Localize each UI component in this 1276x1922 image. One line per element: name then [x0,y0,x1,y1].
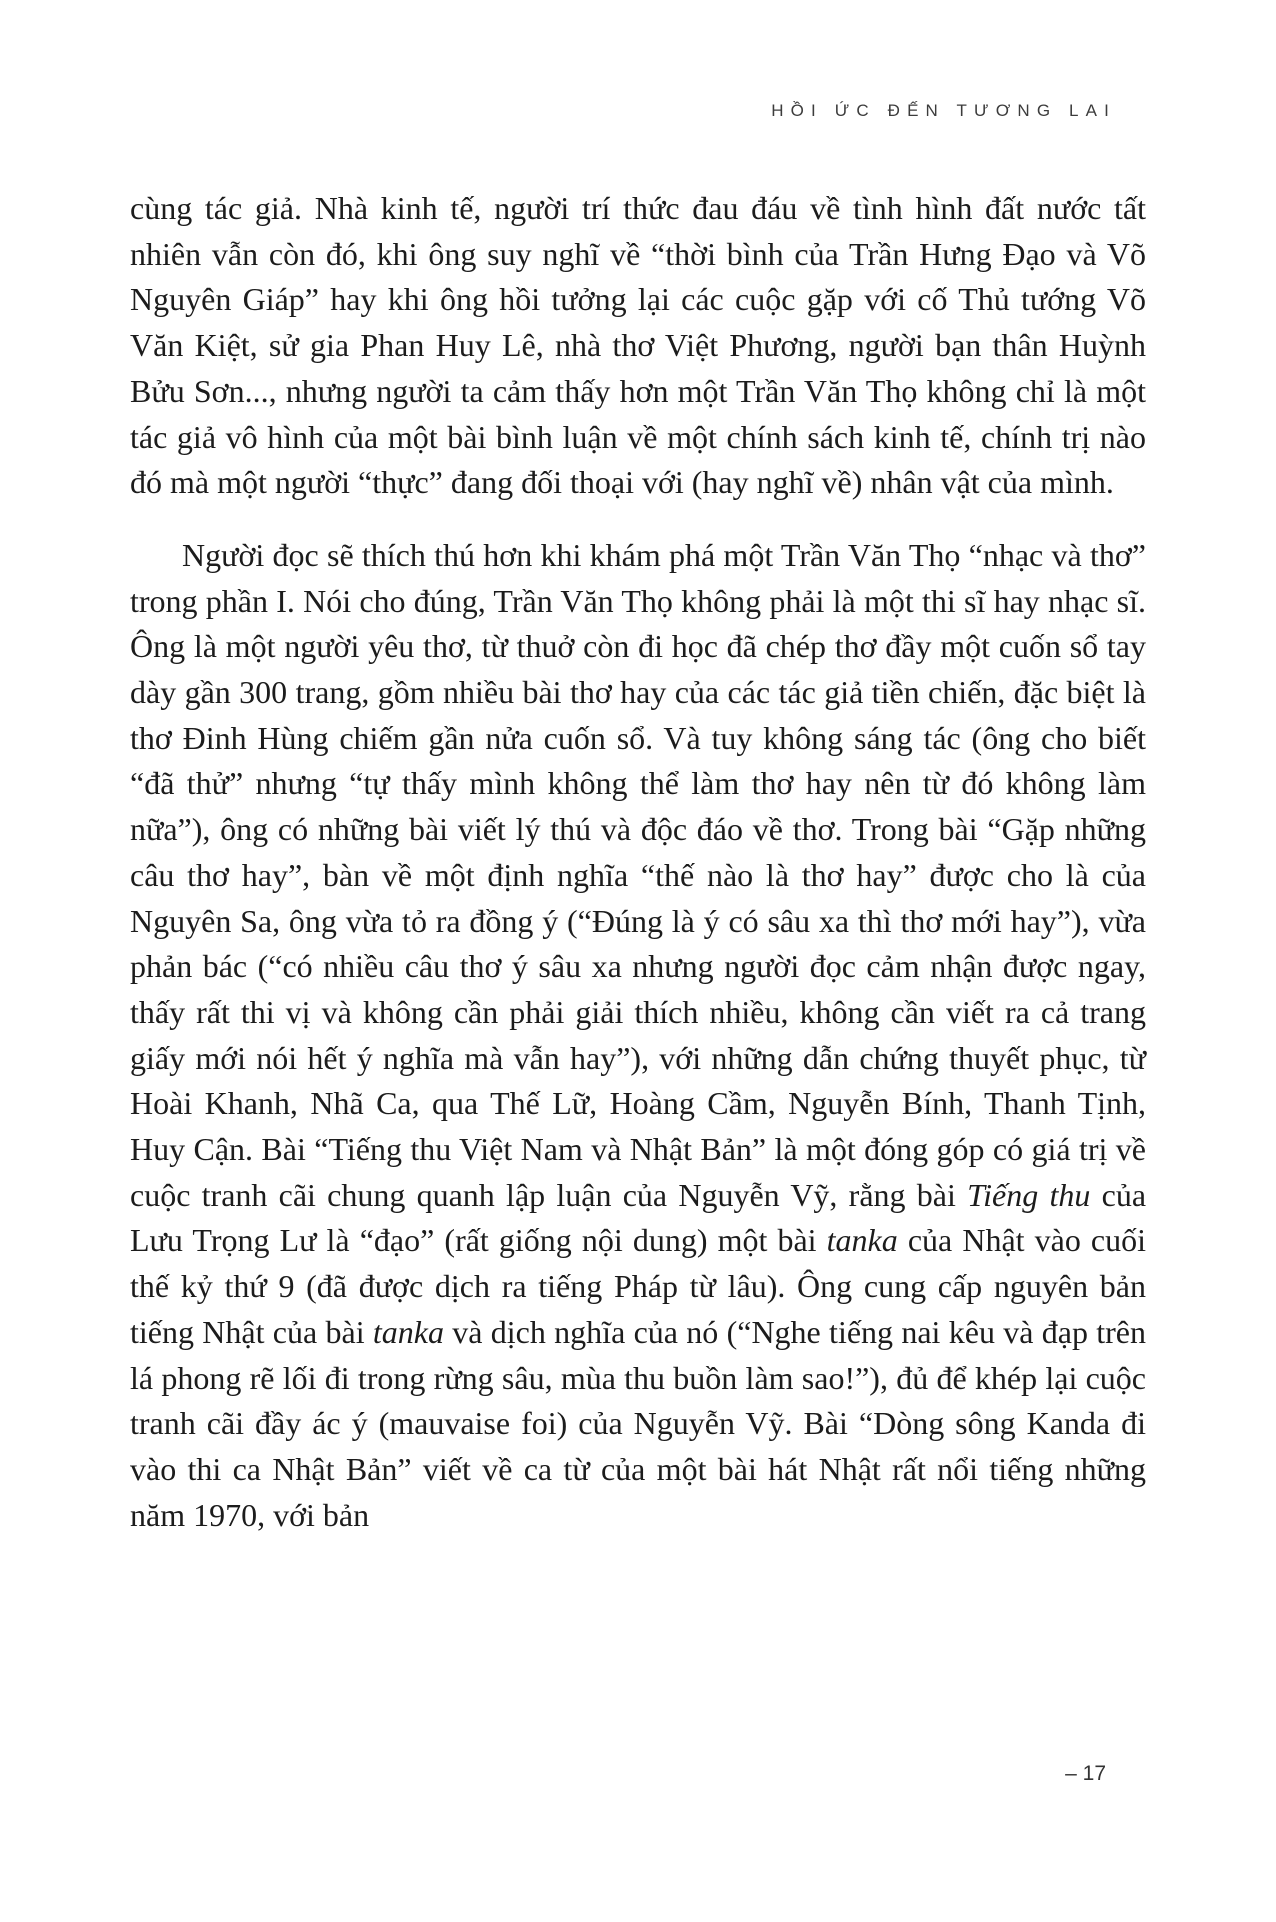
text-block [130,186,1146,1538]
text-run: cùng tác giả. Nhà kinh tế, người trí thức đau đáu về tình hình đất nước tất nhiên vẫn còn đó, khi ông suy nghĩ về “thời bình của Trần Hưng Đạo và Võ Nguyên Giáp” hay khi ông hồi tưởng lại các cuộc gặp với cố Thủ tướng Võ Văn Kiệt, sử gia Phan Huy Lê, nhà thơ Việt Phương, người bạn thân Huỳnh Bửu Sơn..., nhưng người ta cảm thấy hơn một Trần Văn Thọ không chỉ là một tác giả vô hình của một bài bình luận về một chính sách kinh tế, chính trị nào đó mà một người “thực” đang đối thoại với (hay nghĩ về) nhân vật của mình. [130,190,1146,501]
paragraph [130,533,1146,1538]
italic-text-run: Tiếng thu [967,1176,1091,1213]
italic-text-run: tanka [372,1313,444,1350]
text-run: và dịch nghĩa của nó (“Nghe tiếng nai kêu và đạp trên lá phong rẽ lối đi trong rừng sâu, mùa thu buồn làm sao!”), đủ để khép lại cuộc tranh cãi đầy ác ý (mauvaise foi) của Nguyễn Vỹ. Bài “Dòng sông Kanda đi vào thi ca Nhật Bản” viết về ca từ của một bài hát Nhật rất nổi tiếng những năm 1970, với bản [130,1313,1146,1533]
running-header [771,101,1116,121]
text-run: của Nhật vào cuối thế kỷ thứ 9 (đã được dịch ra tiếng Pháp từ lâu). Ông cung cấp nguyên bản tiếng Nhật của bài [130,1222,1147,1350]
page-footer [1065,1762,1106,1786]
paragraph [130,186,1146,506]
page-number: – 17 [1065,1762,1106,1785]
running-header-text: HỒI ỨC ĐẾN TƯƠNG LAI [771,101,1116,120]
italic-text-run: tanka [826,1222,898,1259]
text-run: của Lưu Trọng Lư là “đạo” (rất giống nội dung) một bài [130,1176,1147,1259]
text-run: Người đọc sẽ thích thú hơn khi khám phá một Trần Văn Thọ “nhạc và thơ” trong phần I. Nói cho đúng, Trần Văn Thọ không phải là một thi sĩ hay nhạc sĩ. Ông là một người yêu thơ, từ thuở còn đi học đã chép thơ đầy một cuốn sổ tay dày gần 300 trang, gồm nhiều bài thơ hay của các tác giả tiền chiến, đặc biệt là thơ Đinh Hùng chiếm gần nửa cuốn sổ. Và tuy không sáng tác (ông cho biết “đã thử” nhưng “tự thấy mình không thể làm thơ hay nên từ đó không làm nữa”), ông có những bài viết lý thú và độc đáo về thơ. Trong bài “Gặp những câu thơ hay”, bàn về một định nghĩa “thế nào là thơ hay” được cho là của Nguyên Sa, ông vừa tỏ ra đồng ý (“Đúng là ý có sâu xa thì thơ mới hay”), vừa phản bác (“có nhiều câu thơ ý sâu xa nhưng người đọc cảm nhận được ngay, thấy rất thi vị và không cần phải giải thích nhiều, không cần viết ra cả trang giấy mới nói hết ý nghĩa mà vẫn hay”), với những dẫn chứng thuyết phục, từ Hoài Khanh, Nhã Ca, qua Thế Lữ, Hoàng Cầm, Nguyễn Bính, Thanh Tịnh, Huy Cận. Bài “Tiếng thu Việt Nam và Nhật Bản” là một đóng góp có giá trị về cuộc tranh cãi chung quanh lập luận của Nguyễn Vỹ, rằng bài [130,536,1146,1213]
